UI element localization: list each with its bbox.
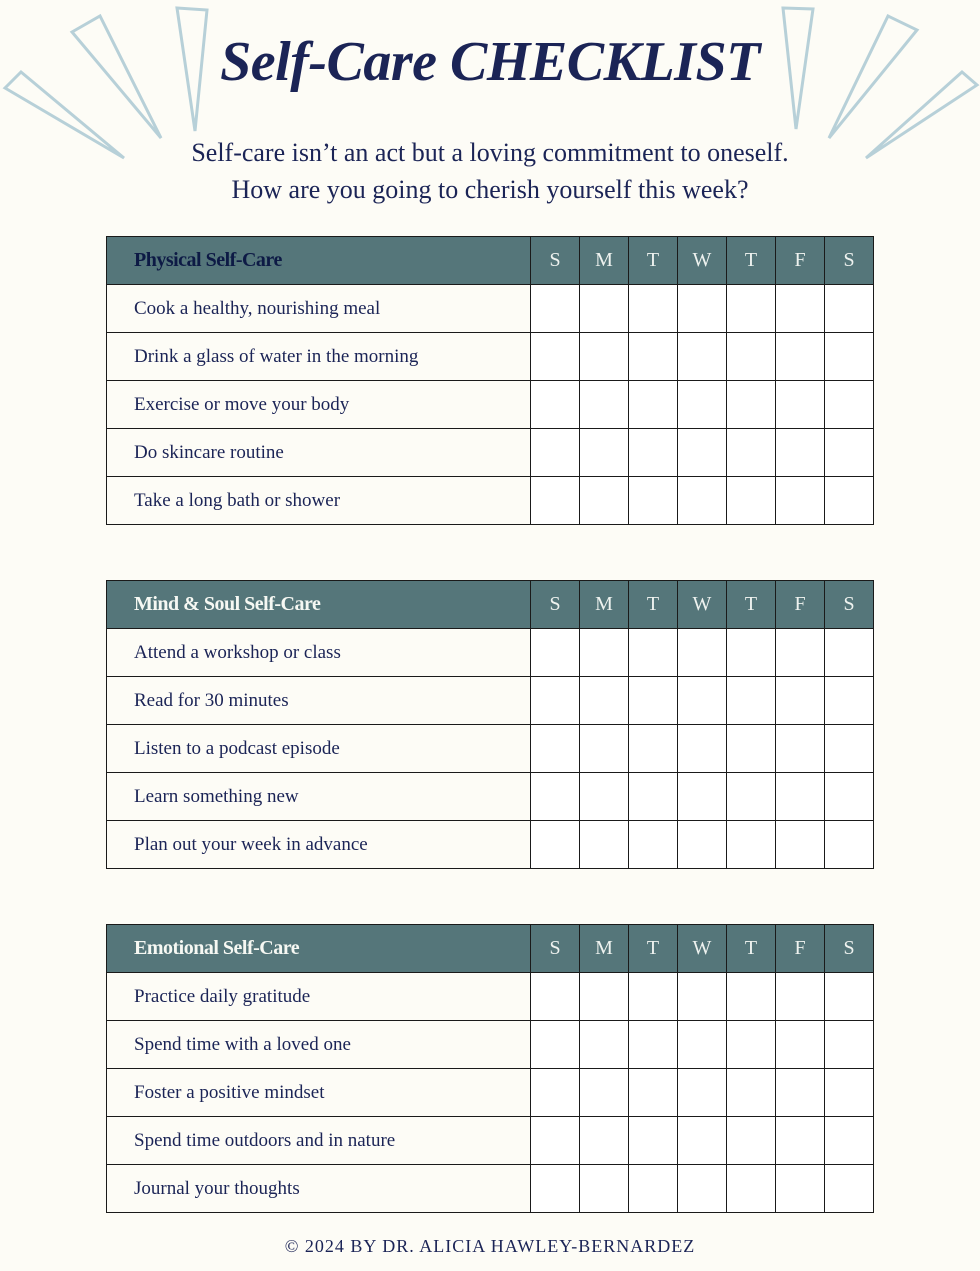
checkbox-saturday[interactable] [825,725,874,773]
checkbox-tuesday[interactable] [629,677,678,725]
task-label: Foster a positive mindset [107,1069,531,1117]
checkbox-friday[interactable] [776,677,825,725]
task-label: Cook a healthy, nourishing meal [107,285,531,333]
section-title: Mind & Soul Self-Care [107,581,531,629]
checkbox-thursday[interactable] [727,1069,776,1117]
checkbox-friday[interactable] [776,1165,825,1213]
checkbox-wednesday[interactable] [678,285,727,333]
checkbox-monday[interactable] [580,381,629,429]
table-row [107,381,874,429]
day-header-thursday: T [727,237,776,285]
checkbox-wednesday[interactable] [678,725,727,773]
checkbox-monday[interactable] [580,477,629,525]
checkbox-monday[interactable] [580,821,629,869]
checkbox-monday[interactable] [580,773,629,821]
checkbox-thursday[interactable] [727,333,776,381]
checkbox-thursday[interactable] [727,725,776,773]
checkbox-sunday[interactable] [531,1165,580,1213]
checkbox-friday[interactable] [776,821,825,869]
checkbox-thursday[interactable] [727,629,776,677]
checkbox-thursday[interactable] [727,429,776,477]
table-row [107,1165,874,1213]
section-title: Emotional Self-Care [107,925,531,973]
table-row [107,1021,874,1069]
day-header-sunday: S [531,925,580,973]
checkbox-sunday[interactable] [531,285,580,333]
day-header-monday: M [580,581,629,629]
checkbox-friday[interactable] [776,1021,825,1069]
checkbox-monday[interactable] [580,677,629,725]
table-row [107,773,874,821]
task-label: Learn something new [107,773,531,821]
day-header-saturday: S [825,237,874,285]
day-header-monday: M [580,925,629,973]
task-label: Journal your thoughts [107,1165,531,1213]
day-header-thursday: T [727,581,776,629]
day-header-sunday: S [531,237,580,285]
checkbox-saturday[interactable] [825,629,874,677]
checkbox-saturday[interactable] [825,1117,874,1165]
checkbox-saturday[interactable] [825,477,874,525]
subtitle [0,134,980,208]
day-header-wednesday: W [678,925,727,973]
mind-soul-self-care-table [106,580,874,869]
task-label: Drink a glass of water in the morning [107,333,531,381]
day-header-sunday: S [531,581,580,629]
checkbox-sunday[interactable] [531,1117,580,1165]
table-header-row [107,581,874,629]
checkbox-monday[interactable] [580,725,629,773]
checkbox-monday[interactable] [580,1117,629,1165]
checkbox-saturday[interactable] [825,333,874,381]
checkbox-monday[interactable] [580,1165,629,1213]
checkbox-friday[interactable] [776,725,825,773]
table-row [107,677,874,725]
checkbox-sunday[interactable] [531,973,580,1021]
checkbox-monday[interactable] [580,1069,629,1117]
checkbox-tuesday[interactable] [629,285,678,333]
copyright-footer: © 2024 BY DR. ALICIA HAWLEY-BERNARDEZ [284,1236,696,1256]
checkbox-wednesday[interactable] [678,381,727,429]
day-header-monday: M [580,237,629,285]
checkbox-thursday[interactable] [727,381,776,429]
checkbox-thursday[interactable] [727,677,776,725]
checkbox-monday[interactable] [580,1021,629,1069]
checkbox-saturday[interactable] [825,285,874,333]
table-row [107,725,874,773]
day-header-tuesday: T [629,581,678,629]
checkbox-friday[interactable] [776,333,825,381]
table-row [107,285,874,333]
checkbox-sunday[interactable] [531,677,580,725]
checkbox-friday[interactable] [776,429,825,477]
checkbox-tuesday[interactable] [629,1165,678,1213]
task-label: Practice daily gratitude [107,973,531,1021]
checkbox-wednesday[interactable] [678,429,727,477]
checkbox-thursday[interactable] [727,773,776,821]
checkbox-friday[interactable] [776,773,825,821]
checkbox-tuesday[interactable] [629,629,678,677]
checkbox-thursday[interactable] [727,1021,776,1069]
checkbox-tuesday[interactable] [629,821,678,869]
checkbox-saturday[interactable] [825,773,874,821]
day-header-friday: F [776,237,825,285]
subtitle-line-2: How are you going to cherish yourself this week? [231,175,749,204]
checkbox-tuesday[interactable] [629,973,678,1021]
task-label: Take a long bath or shower [107,477,531,525]
checkbox-wednesday[interactable] [678,333,727,381]
checkbox-monday[interactable] [580,333,629,381]
day-header-saturday: S [825,925,874,973]
checkbox-saturday[interactable] [825,1021,874,1069]
checkbox-saturday[interactable] [825,677,874,725]
checkbox-wednesday[interactable] [678,973,727,1021]
checkbox-wednesday[interactable] [678,1117,727,1165]
checkbox-tuesday[interactable] [629,477,678,525]
checkbox-saturday[interactable] [825,1165,874,1213]
physical-self-care-table [106,236,874,525]
checkbox-sunday[interactable] [531,1021,580,1069]
table-row [107,1117,874,1165]
table-row [107,629,874,677]
subtitle-line-1: Self-care isn’t an act but a loving commitment to oneself. [191,138,789,167]
checkbox-wednesday[interactable] [678,773,727,821]
checkbox-thursday[interactable] [727,1165,776,1213]
checkbox-tuesday[interactable] [629,1021,678,1069]
emotional-self-care-table [106,924,874,1213]
checkbox-monday[interactable] [580,285,629,333]
checkbox-sunday[interactable] [531,725,580,773]
checkbox-sunday[interactable] [531,333,580,381]
table-row [107,821,874,869]
day-header-friday: F [776,925,825,973]
checkbox-thursday[interactable] [727,973,776,1021]
table-header-row [107,925,874,973]
task-label: Listen to a podcast episode [107,725,531,773]
checkbox-sunday[interactable] [531,1069,580,1117]
checkbox-wednesday[interactable] [678,629,727,677]
page-title: Self-Care CHECKLIST [220,31,760,93]
day-header-wednesday: W [678,237,727,285]
checkbox-saturday[interactable] [825,973,874,1021]
checkbox-tuesday[interactable] [629,1117,678,1165]
table-row [107,429,874,477]
checkbox-sunday[interactable] [531,429,580,477]
checkbox-thursday[interactable] [727,285,776,333]
checkbox-tuesday[interactable] [629,725,678,773]
checkbox-thursday[interactable] [727,477,776,525]
checkbox-wednesday[interactable] [678,821,727,869]
task-label: Do skincare routine [107,429,531,477]
checkbox-sunday[interactable] [531,629,580,677]
day-header-thursday: T [727,925,776,973]
section-title: Physical Self-Care [107,237,531,285]
checkbox-friday[interactable] [776,285,825,333]
task-label: Exercise or move your body [107,381,531,429]
checkbox-friday[interactable] [776,381,825,429]
checkbox-sunday[interactable] [531,477,580,525]
day-header-saturday: S [825,581,874,629]
task-label: Spend time with a loved one [107,1021,531,1069]
table-row [107,333,874,381]
checkbox-wednesday[interactable] [678,1069,727,1117]
table-row [107,477,874,525]
checkbox-tuesday[interactable] [629,381,678,429]
task-label: Spend time outdoors and in nature [107,1117,531,1165]
checkbox-saturday[interactable] [825,821,874,869]
checkbox-monday[interactable] [580,973,629,1021]
checkbox-monday[interactable] [580,429,629,477]
table-row [107,1069,874,1117]
table-header-row [107,237,874,285]
checkbox-friday[interactable] [776,973,825,1021]
checkbox-wednesday[interactable] [678,477,727,525]
checkbox-friday[interactable] [776,1069,825,1117]
checkbox-saturday[interactable] [825,381,874,429]
day-header-tuesday: T [629,237,678,285]
checkbox-friday[interactable] [776,629,825,677]
task-label: Attend a workshop or class [107,629,531,677]
checkbox-wednesday[interactable] [678,1165,727,1213]
checkbox-sunday[interactable] [531,773,580,821]
task-label: Read for 30 minutes [107,677,531,725]
checkbox-wednesday[interactable] [678,1021,727,1069]
checkbox-saturday[interactable] [825,1069,874,1117]
day-header-tuesday: T [629,925,678,973]
checkbox-friday[interactable] [776,477,825,525]
day-header-wednesday: W [678,581,727,629]
checkbox-wednesday[interactable] [678,677,727,725]
checkbox-sunday[interactable] [531,821,580,869]
checkbox-monday[interactable] [580,629,629,677]
table-row [107,973,874,1021]
checkbox-tuesday[interactable] [629,1069,678,1117]
checkbox-thursday[interactable] [727,821,776,869]
checkbox-tuesday[interactable] [629,333,678,381]
checkbox-saturday[interactable] [825,429,874,477]
checkbox-friday[interactable] [776,1117,825,1165]
task-label: Plan out your week in advance [107,821,531,869]
checkbox-tuesday[interactable] [629,773,678,821]
checkbox-sunday[interactable] [531,381,580,429]
day-header-friday: F [776,581,825,629]
checkbox-thursday[interactable] [727,1117,776,1165]
checkbox-tuesday[interactable] [629,429,678,477]
